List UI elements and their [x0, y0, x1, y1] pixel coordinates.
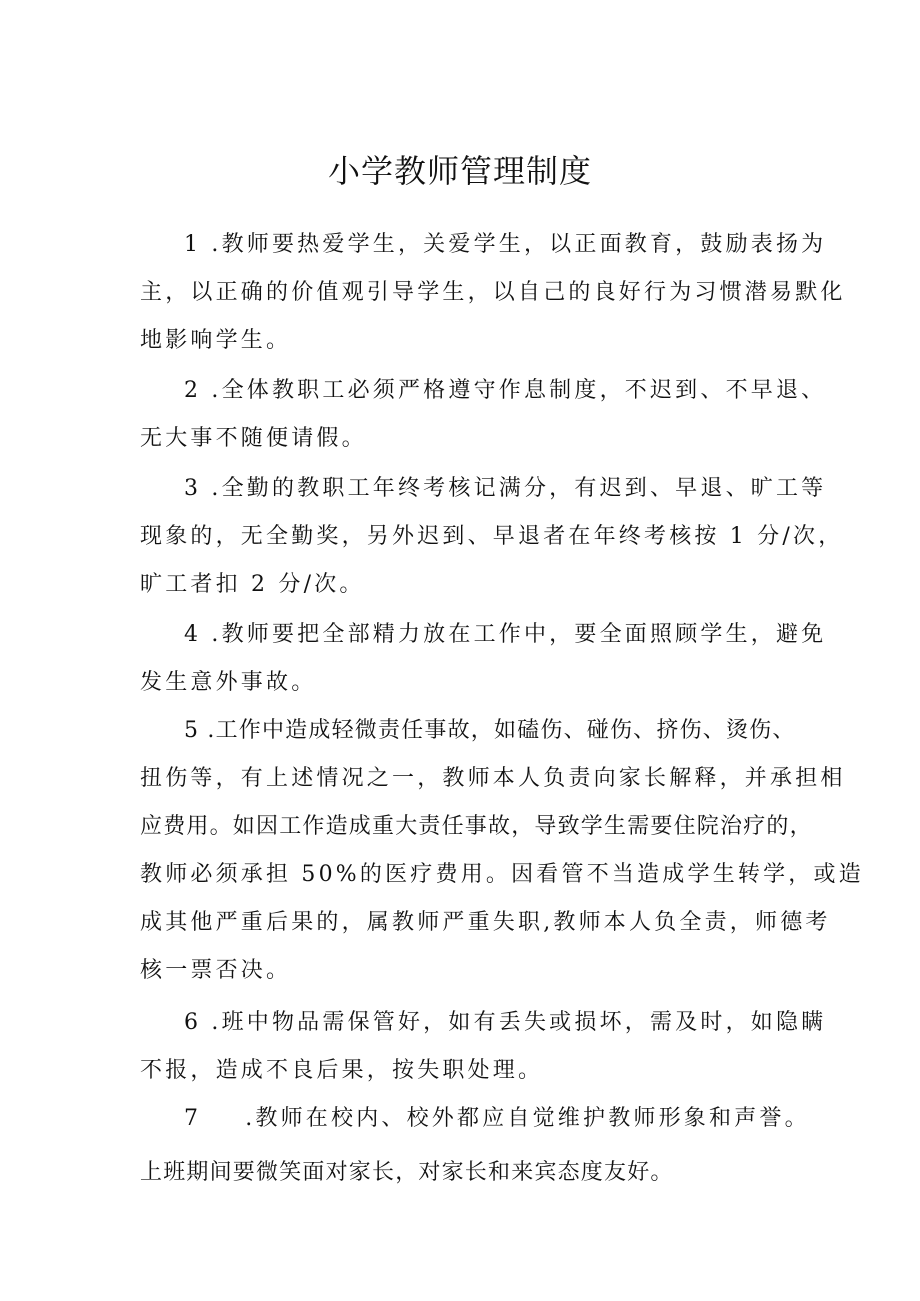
item-3-line-2: 现象的，无全勤奖，另外迟到、早退者在年终考核按 1 分/次，: [140, 524, 844, 549]
item-4-line-1: 4 .教师要把全部精力放在工作中，要全面照顾学生，避免: [184, 622, 827, 647]
item-5-line-5: 成其他严重后果的，属教师严重失职,教师本人负全责，师德考: [140, 910, 831, 935]
item-5-line-4: 教师必须承担 50%的医疗费用。因看管不当造成学生转学，或造: [140, 862, 864, 887]
item-2-line-2: 无大事不随便请假。: [140, 426, 367, 451]
item-6-line-1: 6 .班中物品需保管好，如有丢失或损坏，需及时，如隐瞒: [184, 1010, 827, 1035]
item-6-line-2: 不报，造成不良后果，按失职处理。: [140, 1058, 544, 1083]
item-1-line-1: 1 .教师要热爱学生，关爱学生，以正面教育，鼓励表扬为: [184, 232, 827, 257]
item-2-line-1: 2 .全体教职工必须严格遵守作息制度，不迟到、不早退、: [184, 378, 827, 403]
item-5-line-2: 扭伤等，有上述情况之一，教师本人负责向家长解释，并承担相: [140, 766, 846, 791]
item-4-line-2: 发生意外事故。: [140, 670, 317, 695]
item-7-text: .教师在校内、校外都应自觉维护教师形象和声誉。: [245, 1106, 810, 1131]
item-7-line-1: [184, 1104, 810, 1134]
item-7-line-2: 上班期间要微笑面对家长，对家长和来宾态度友好。: [140, 1160, 674, 1185]
item-1-line-3: 地影响学生。: [140, 328, 292, 353]
item-3-line-3: 旷工者扣 2 分/次。: [140, 572, 365, 597]
item-5-line-1: 5 .工作中造成轻微责任事故，如磕伤、碰伤、挤伤、烫伤、: [184, 718, 796, 743]
item-5-line-6: 核一票否决。: [140, 958, 292, 983]
item-3-line-1: 3 .全勤的教职工年终考核记满分，有迟到、早退、旷工等: [184, 476, 827, 501]
document-title: 小学教师管理制度: [327, 152, 592, 190]
item-7-number: 7: [184, 1106, 202, 1131]
item-1-line-2: 主，以正确的价值观引导学生，以自己的良好行为习惯潜易默化: [140, 280, 846, 305]
item-5-line-3: 应费用。如因工作造成重大责任事故，导致学生需要住院治疗的，: [140, 814, 813, 839]
